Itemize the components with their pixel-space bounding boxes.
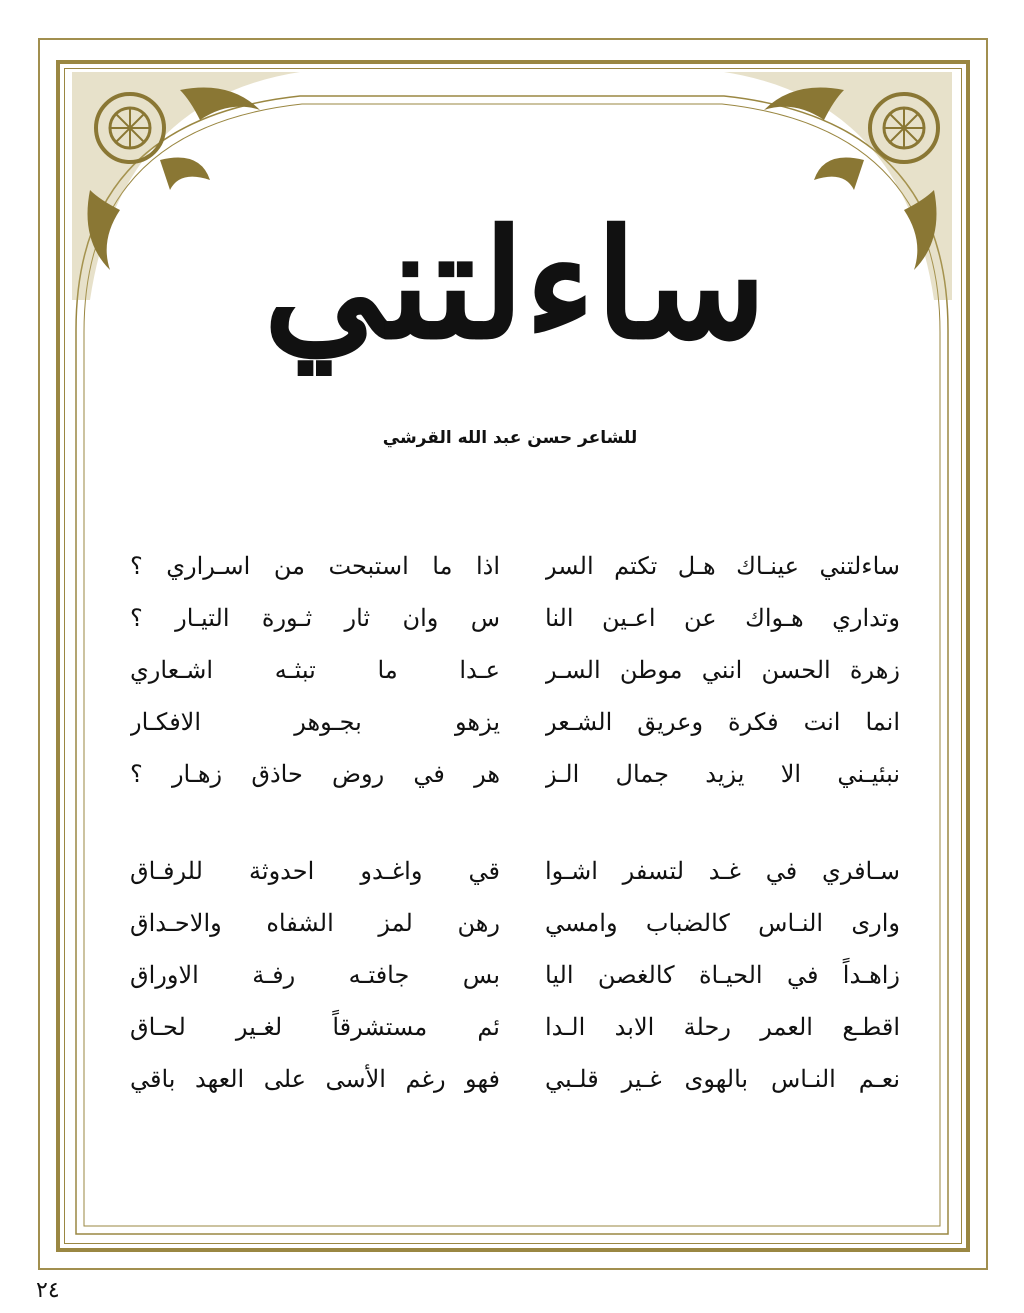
verse-line [130,845,900,897]
verse-hemistich-right: وارى النـاس كالضباب وامسي [545,909,900,937]
verse-line [130,696,900,748]
verse-hemistich-left: ئم مستشرقاً لغـير لحـاق [130,1013,500,1041]
verse-line [130,748,900,800]
verse-hemistich-left: رهن لمز الشفاه والاحـداق [130,909,500,937]
verse-hemistich-left: قي واغـدو احدوثة للرفـاق [130,857,500,885]
verse-hemistich-left: عـدا ما تبثـه اشـعاري [130,656,500,684]
verse-hemistich-right: نعـم النـاس بالهوى غـير قلـبي [545,1065,900,1093]
verse-hemistich-right: ساءلتني عينـاك هـل تكتم السر [545,552,900,580]
verse-line [130,644,900,696]
verse-hemistich-left: بس جافتـه رفـة الاوراق [130,961,500,989]
poem-title: ساءلتني [263,197,767,373]
verse-hemistich-left: اذا ما استبحت من اسـراري ؟ [130,552,500,580]
verse-hemistich-right: نبئيـني الا يزيد جمال الـز [545,760,900,788]
verse-line [130,897,900,949]
verse-hemistich-right: اقطـع العمر رحلة الابد الـدا [545,1013,900,1041]
verse-line [130,592,900,644]
verse-hemistich-left: فهو رغم الأسى على العهد باقي [130,1065,500,1093]
verse-hemistich-right: زهرة الحسن انني موطن السـر [545,656,900,684]
verse-hemistich-left: يزهو بجـوهر الافكـار [130,708,500,736]
verse-hemistich-right: انما انت فكرة وعريق الشـعر [545,708,900,736]
verse-hemistich-left: هر في روض حاذق زهـار ؟ [130,760,500,788]
verse-line [130,1053,900,1105]
stanza-1 [130,540,900,800]
verse-hemistich-right: وتداري هـواك عن اعـين النا [545,604,900,632]
verse-hemistich-right: زاهـداً في الحيـاة كالغصن اليا [545,961,900,989]
poem-author: للشاعر حسن عبد الله القرشي [382,428,638,448]
verse-hemistich-right: سـافري في غـد لتسفر اشـوا [545,857,900,885]
verse-line [130,1001,900,1053]
page-number: ٢٤ [36,1278,60,1303]
verse-hemistich-left: س وان ثار ثـورة التيـار ؟ [130,604,500,632]
verse-line [130,949,900,1001]
stanza-2 [130,845,900,1105]
verse-line [130,540,900,592]
